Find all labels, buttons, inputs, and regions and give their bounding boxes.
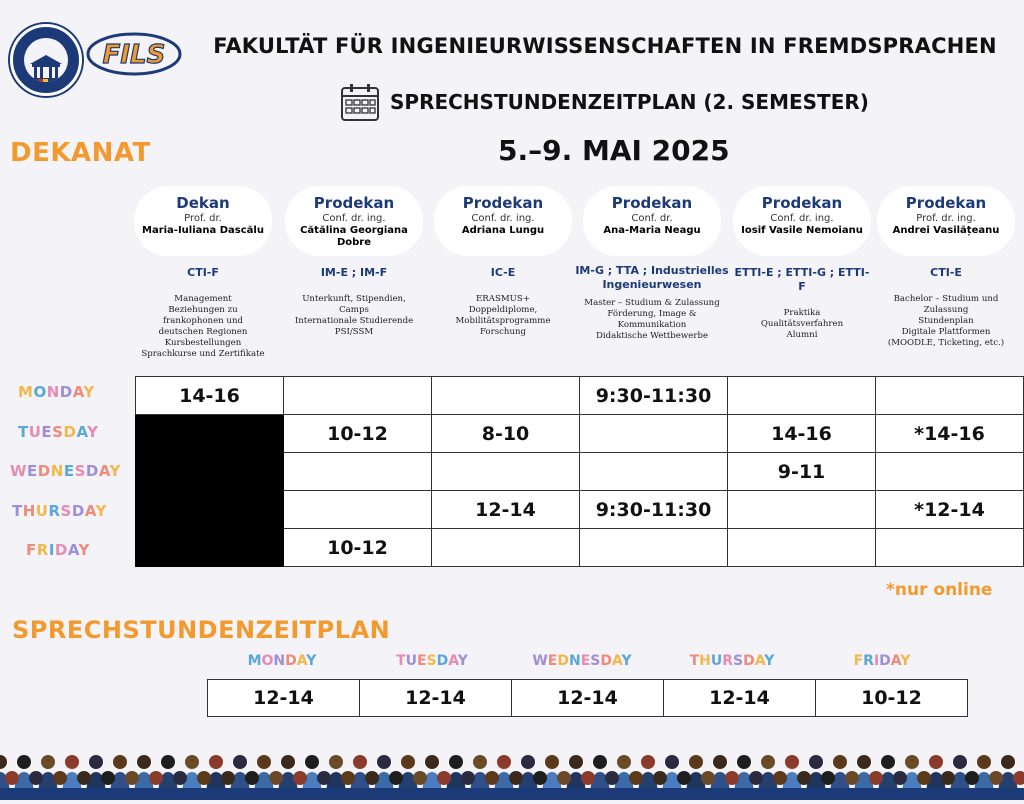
general-hours-cell: 12-14 <box>664 680 816 717</box>
table-row <box>136 377 1024 415</box>
duty-line: PSI/SSM <box>334 327 374 337</box>
table-row <box>136 453 1024 491</box>
bottom-day-label: THURSDAY <box>689 653 775 669</box>
duty-line: Forschung <box>479 327 527 337</box>
duty-line: Zulassung <box>923 305 969 315</box>
schedule-cell <box>876 377 1024 415</box>
person-programs: ETTI-E ; ETTI-G ; ETTI-F <box>734 266 870 293</box>
schedule-cell <box>728 529 876 567</box>
day-label-tuesday: TUESDAY <box>18 423 99 441</box>
duty-line: Management <box>174 294 232 304</box>
person-degree: Conf. dr. ing. <box>471 213 535 224</box>
duty-line: Doppeldiplome, <box>468 305 538 315</box>
schedule-cell: 10-12 <box>284 415 432 453</box>
schedule-cell <box>136 415 284 453</box>
table-row <box>208 680 968 717</box>
person-name: Adriana Lungu <box>461 225 545 236</box>
person-card <box>733 186 871 256</box>
person-programs: CTI-E <box>930 266 962 279</box>
duty-line: Camps <box>339 305 369 315</box>
schedule-cell: *12-14 <box>876 491 1024 529</box>
schedule-cell: 10-12 <box>284 529 432 567</box>
university-seal-logo <box>10 24 82 96</box>
schedule-cell <box>580 453 728 491</box>
schedule-cell <box>728 491 876 529</box>
person-card <box>877 186 1015 256</box>
schedule-cell <box>432 453 580 491</box>
general-hours-cell: 12-14 <box>208 680 360 717</box>
duty-line: Förderung, Image & <box>607 309 697 319</box>
person-card <box>583 186 721 256</box>
fils-logo-text: FILS <box>102 40 166 70</box>
person-card <box>434 186 572 256</box>
person-name: Cătălina Georgiana Dobre <box>300 225 408 248</box>
online-note: *nur online <box>886 580 993 600</box>
person-duties <box>433 294 573 338</box>
duty-line: (MOODLE, Ticketing, etc.) <box>887 338 1005 348</box>
bottom-day-label: WEDNESDAY <box>532 653 632 669</box>
person-name: Andrei Vasilățeanu <box>892 225 1000 236</box>
duty-line: Stundenplan <box>918 316 974 326</box>
fils-logo <box>86 30 182 78</box>
person-role: Prodekan <box>313 194 395 212</box>
duty-line: Beziehungen zu <box>168 305 238 315</box>
person-role: Prodekan <box>611 194 693 212</box>
duty-line: Master – Studium & Zulassung <box>584 298 720 308</box>
seal-building-icon <box>24 38 68 82</box>
schedule-title: SPRECHSTUNDENZEITPLAN (2. SEMESTER) <box>390 90 869 114</box>
person-card <box>134 186 272 256</box>
general-hours-cell: 12-14 <box>512 680 664 717</box>
table-row <box>136 491 1024 529</box>
person-role: Prodekan <box>761 194 843 212</box>
schedule-cell <box>136 453 284 491</box>
seat-row <box>0 788 1024 800</box>
schedule-cell: 9-11 <box>728 453 876 491</box>
schedule-cell: *14-16 <box>876 415 1024 453</box>
person-column <box>567 186 737 342</box>
duty-line: Praktika <box>783 308 821 318</box>
schedule-cell <box>876 529 1024 567</box>
schedule-cell: 9:30-11:30 <box>580 491 728 529</box>
person-programs: CTI-F <box>187 266 219 279</box>
person-duties <box>876 294 1016 349</box>
faculty-title: FAKULTÄT FÜR INGENIEURWISSENSCHAFTEN IN FREMDSPRACHEN <box>213 34 997 58</box>
audience-illustration <box>0 744 1024 800</box>
schedule-cell <box>728 377 876 415</box>
duty-line: Bachelor – Studium und <box>893 294 999 304</box>
person-name: Iosif Vasile Nemoianu <box>741 225 863 236</box>
duty-line: Unterkunft, Stipendien, <box>302 294 406 304</box>
person-degree: Conf. dr. ing. <box>322 213 386 224</box>
bottom-day-label: FRIDAY <box>853 653 911 669</box>
date-range: 5.–9. MAI 2025 <box>498 134 730 167</box>
person-programs: IM-E ; IM-F <box>320 266 388 279</box>
duty-line: Alumni <box>786 330 818 340</box>
section-title-sprechstunden: SPRECHSTUNDENZEITPLAN <box>12 616 391 644</box>
person-degree: Prof. dr. ing. <box>916 213 976 224</box>
person-programs: IC-E <box>490 266 516 279</box>
person-column <box>876 186 1016 349</box>
duty-line: ERASMUS+ <box>476 294 530 304</box>
calendar-icon <box>340 82 380 122</box>
person-column <box>732 186 872 341</box>
duty-line: Qualitätsverfahren <box>760 319 844 329</box>
general-hours-cell: 12-14 <box>360 680 512 717</box>
person-degree: Prof. dr. <box>184 213 222 224</box>
day-label-thursday: THURSDAY <box>12 502 107 520</box>
day-label-wednesday: WEDNESDAY <box>10 462 121 480</box>
duty-line: Digitale Plattformen <box>901 327 991 337</box>
general-hours-cell: 10-12 <box>816 680 968 717</box>
day-label-friday: FRIDAY <box>26 541 90 559</box>
schedule-cell <box>580 529 728 567</box>
person-duties <box>567 298 737 342</box>
person-role: Dekan <box>176 194 230 212</box>
person-duties <box>133 294 273 360</box>
duty-line: Kommunikation <box>617 320 687 330</box>
schedule-cell <box>136 491 284 529</box>
schedule-cell: 8-10 <box>432 415 580 453</box>
schedule-cell <box>876 453 1024 491</box>
person-role: Prodekan <box>905 194 987 212</box>
schedule-cell <box>136 529 284 567</box>
duty-line: Internationale Studierende <box>294 316 414 326</box>
duty-line: Didaktische Wettbewerbe <box>595 331 709 341</box>
bottom-day-label: TUESDAY <box>396 653 468 669</box>
section-title-dekanat: DEKANAT <box>10 138 151 168</box>
schedule-cell <box>580 415 728 453</box>
person-duties <box>732 308 872 341</box>
general-office-hours-table <box>207 679 968 717</box>
person-degree: Conf. dr. <box>631 213 673 224</box>
duty-line: Kursbestellungen <box>164 338 242 348</box>
person-name: Ana-Maria Neagu <box>603 225 701 236</box>
schedule-cell <box>432 529 580 567</box>
duty-line: Sprachkurse und Zertifikate <box>141 349 265 359</box>
day-label-monday: MONDAY <box>18 383 95 401</box>
schedule-cell: 14-16 <box>728 415 876 453</box>
person-column <box>433 186 573 338</box>
person-name: Maria-Iuliana Dascălu <box>142 225 264 236</box>
table-row <box>136 529 1024 567</box>
duty-line: deutschen Regionen <box>158 327 248 337</box>
schedule-cell: 9:30-11:30 <box>580 377 728 415</box>
person-card <box>285 186 423 256</box>
table-row <box>136 415 1024 453</box>
schedule-cell: 14-16 <box>136 377 284 415</box>
schedule-cell <box>284 377 432 415</box>
schedule-cell <box>284 453 432 491</box>
bottom-day-label: MONDAY <box>247 653 317 669</box>
schedule-cell: 12-14 <box>432 491 580 529</box>
duty-line: Mobilitätsprogramme <box>455 316 551 326</box>
person-column <box>284 186 424 338</box>
person-role: Prodekan <box>462 194 544 212</box>
duty-line: frankophonen und <box>163 316 243 326</box>
office-hours-table <box>135 376 1024 567</box>
schedule-cell <box>284 491 432 529</box>
person-programs: IM-G ; TTA ; Industrielles Ingenieurwesen <box>575 264 729 291</box>
schedule-cell <box>432 377 580 415</box>
person-duties <box>284 294 424 338</box>
person-degree: Conf. dr. ing. <box>770 213 834 224</box>
person-column <box>133 186 273 360</box>
